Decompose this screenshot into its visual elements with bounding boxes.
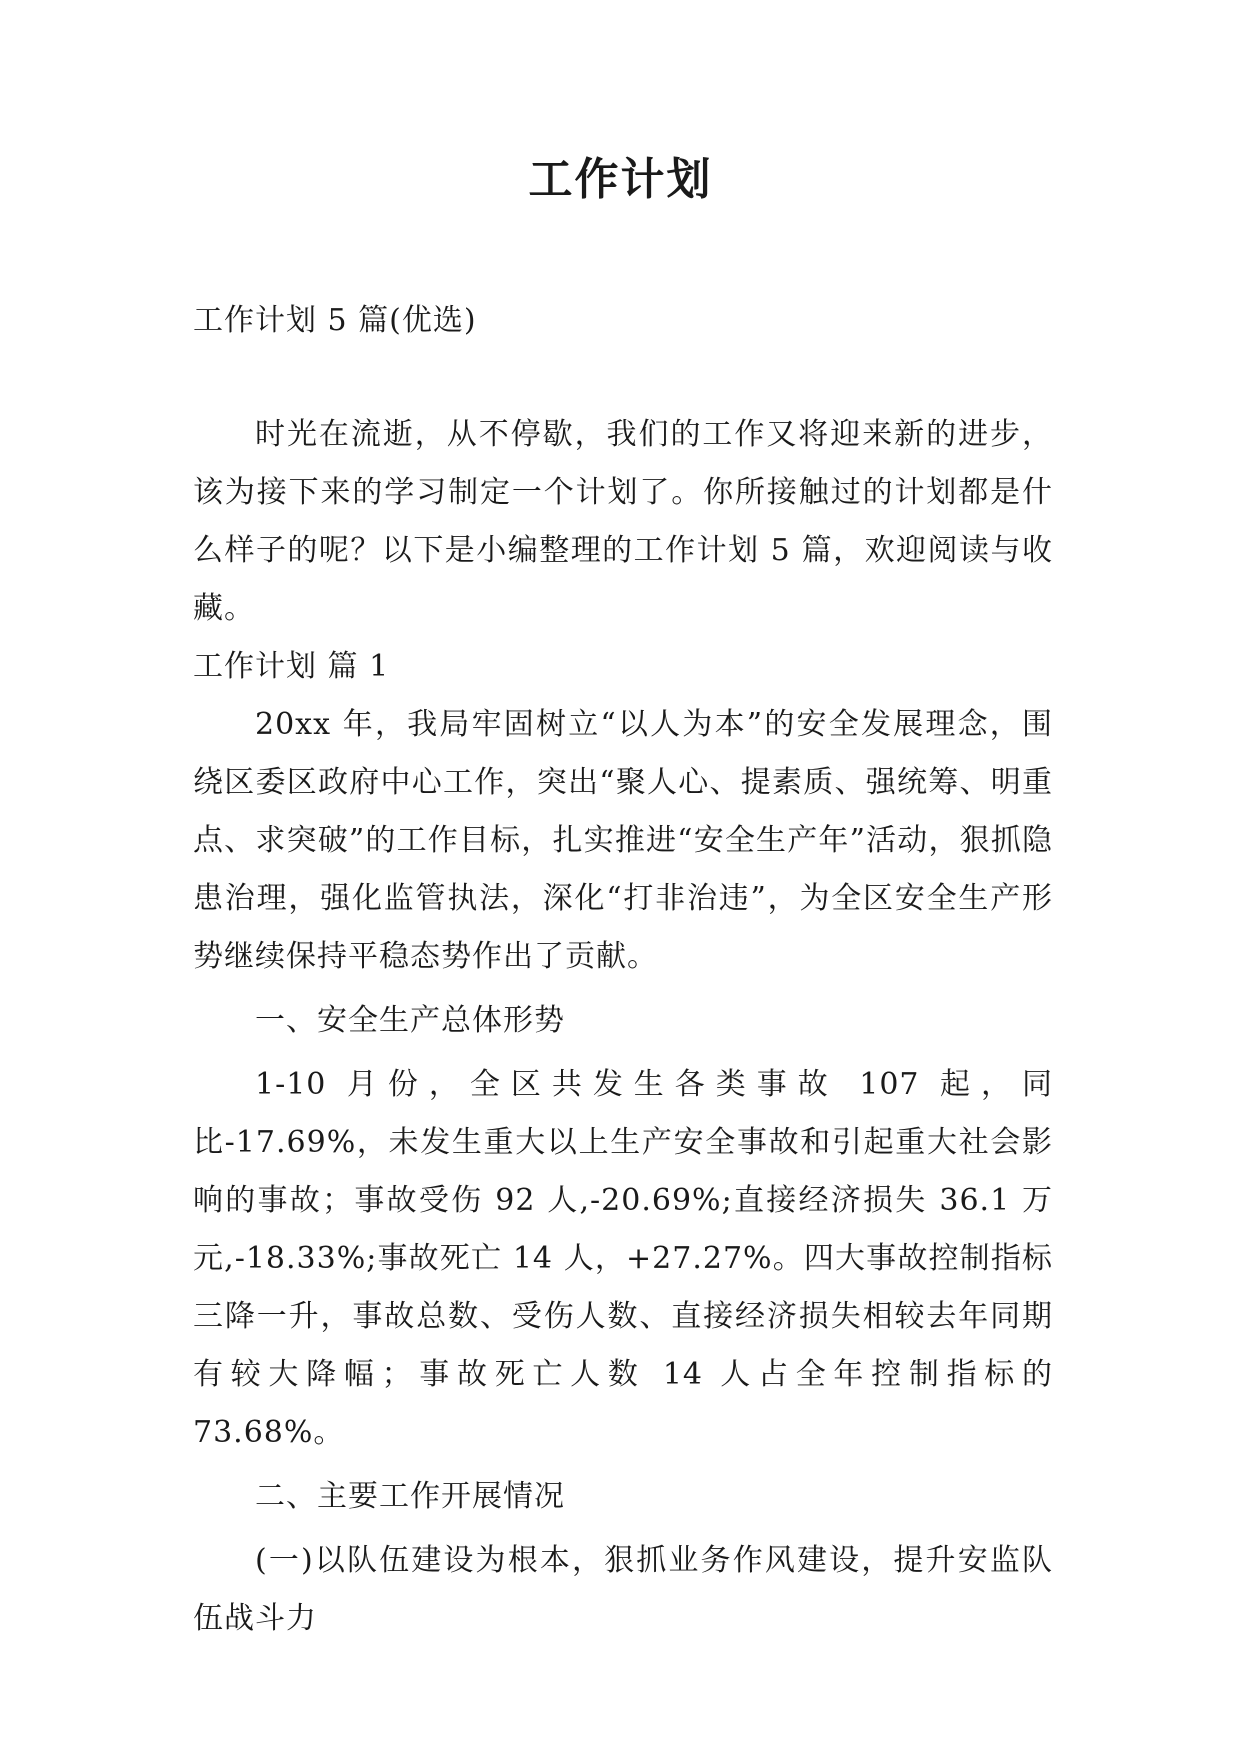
- subsection-heading-2: 二、主要工作开展情况: [255, 1479, 565, 1514]
- subsection-item-1: (一)以队伍建设为根本，狠抓业务作风建设，提升安监队伍战斗力: [193, 1543, 1053, 1636]
- section-heading-part-1: 工作计划 篇 1: [193, 649, 390, 684]
- document-subtitle: 工作计划 5 篇(优选): [193, 303, 477, 338]
- body-paragraph-statistics: 1-10 月份，全区共发生各类事故 107 起，同比-17.69%，未发生重大以上生产安全事故和引起重大社会影响的事故；事故受伤 92 人,-20.69%;直接经济损失 36.1 万元,-18.33%;事故死亡 14 人，+27.27%。四大事故控制指标三降一升，事故总数、受伤人数、直接经济损失相较去年同期有较大降幅；事故死亡人数 14 人占全年控制指标的 73.68%。: [193, 1067, 1053, 1450]
- intro-paragraph: 时光在流逝，从不停歇，我们的工作又将迎来新的进步，该为接下来的学习制定一个计划了。你所接触过的计划都是什么样子的呢？以下是小编整理的工作计划 5 篇，欢迎阅读与收藏。: [193, 417, 1053, 626]
- document-title: 工作计划: [528, 154, 713, 205]
- document-body: [193, 406, 1053, 1648]
- subsection-heading-1: 一、安全生产总体形势: [255, 1003, 565, 1038]
- body-paragraph: 20xx 年，我局牢固树立“以人为本”的安全发展理念，围绕区委区政府中心工作，突出“聚人心、提素质、强统筹、明重点、求突破”的工作目标，扎实推进“安全生产年”活动，狠抓隐患治理，强化监管执法，深化“打非治违”，为全区安全生产形势继续保持平稳态势作出了贡献。: [193, 707, 1053, 974]
